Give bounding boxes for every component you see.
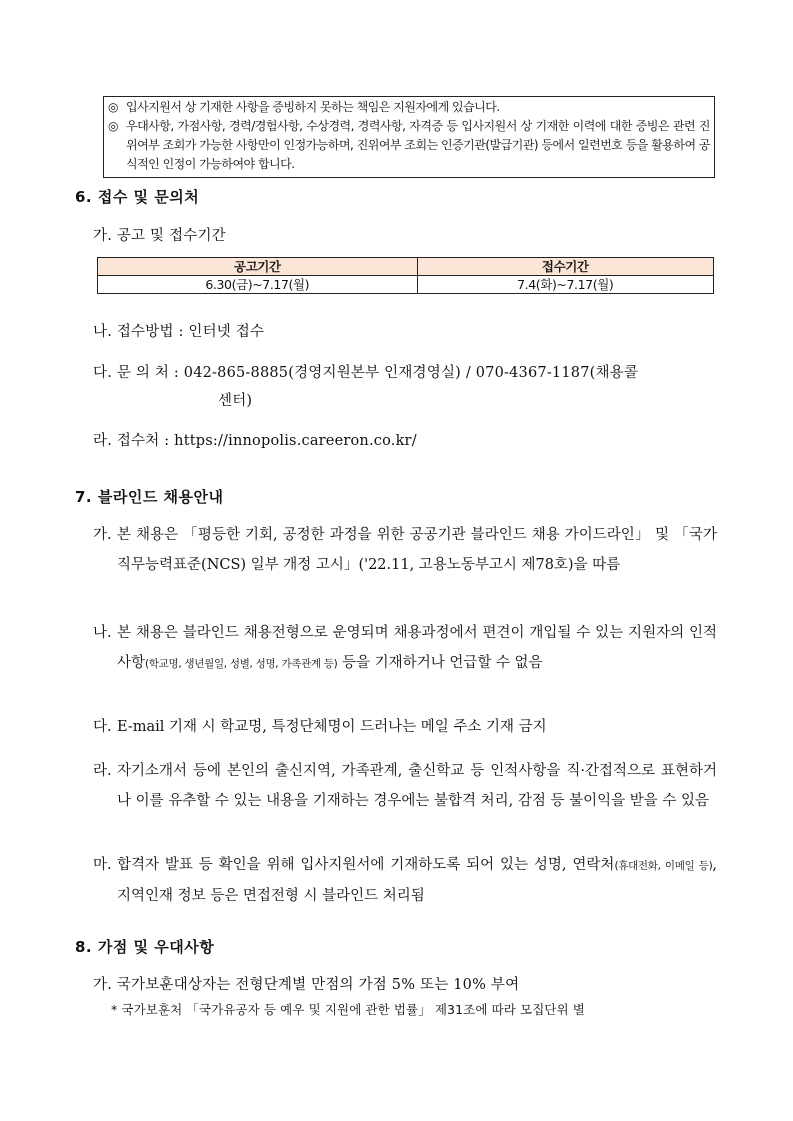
blind-item-a [93,520,717,580]
section-8-a-line: 가. 국가보훈대상자는 전형단계별 만점의 가점 5% 또는 10% 부여 [93,977,520,993]
section-6-a-label: 가. 공고 및 접수기간 [93,228,226,244]
section-6-c-line [93,359,717,387]
notice-box [103,96,715,178]
item-text-main: 본 채용은 블라인드 채용전형으로 운영되며 채용과정에서 편견이 개입될 수 있는 지원자의 인적사항 [117,625,717,671]
item-marker: 다. [93,719,112,735]
contact-continuation: 센터) [218,393,253,409]
item-marker: 마. [93,857,112,873]
item-text-tail: 등을 기재하거나 언급할 수 없음 [337,655,543,671]
notice-text: 우대사항, 가점사항, 경력/경험사항, 수상경력, 경력사항, 자격증 등 입사지원서 상 기재한 이력에 대한 증빙은 관련 진위여부 조회가 가능한 사항만이 인정가능하며, 진위여부 조회는 인증기관(발급기관) 등에서 일련번호 등을 활용하여 공식적인 인정이 가능하여야 합니다. [126,119,710,171]
notice-mark: ◎ [108,100,118,114]
period-table [97,257,714,294]
blind-item-e [93,850,717,911]
notice-mark: ◎ [108,119,118,133]
contact-prefix: 다. 문 의 처 : [93,365,179,381]
item-text [117,618,717,679]
item-marker: 가. [93,527,112,543]
blind-item-d [93,756,717,816]
section-6-d-line: 라. 접수처 : https://innopolis.careeron.co.kr/ [93,433,417,449]
item-text-tail: , 지역인재 정보 등은 면접전형 시 블라인드 처리됨 [117,857,717,904]
item-marker: 라. [93,763,112,779]
item-text-small: (학교명, 생년월일, 성별, 성명, 가족관계 등) [145,658,338,670]
notice-text: 입사지원서 상 기재한 사항을 증빙하지 못하는 책임은 지원자에게 있습니다. [126,100,500,114]
item-text: 자기소개서 등에 본인의 출신지역, 가족관계, 출신학교 등 인적사항을 직·간접적으로 표현하거나 이를 유추할 수 있는 내용을 기재하는 경우에는 불합격 처리, 감점 등 불이익을 받을 수 있음 [117,763,717,809]
blind-item-c [93,712,717,742]
table-header-announcement: 공고기간 [98,258,418,276]
item-marker: 나. [93,625,112,641]
notice-item [108,117,710,174]
contact-phones: 042-865-8885(경영지원본부 인재경영실) / 070-4367-1187(채용콜 [183,365,639,381]
table-header-application: 접수기간 [417,258,714,276]
item-text: E-mail 기재 시 학교명, 특정단체명이 드러나는 메일 주소 기재 금지 [117,719,547,735]
section-8-title: 8. 가점 및 우대사항 [75,938,215,956]
item-text-main: 합격자 발표 등 확인을 위해 입사지원서에 기재하도록 되어 있는 성명, 연락처 [117,857,615,873]
announcement-period: 6.30(금)~7.17(월) [98,276,418,294]
blind-item-b [93,618,717,679]
section-7-title: 7. 블라인드 채용안내 [75,488,224,506]
footnote: * 국가보훈처 「국가유공자 등 예우 및 지원에 관한 법률」 제31조에 따라 모집단위 별 [111,1002,585,1017]
item-text [117,850,717,911]
item-text-small: (휴대전화, 이메일 등) [614,860,713,872]
application-period: 7.4(화)~7.17(월) [417,276,714,294]
table-row [98,276,714,294]
item-text: 본 채용은 「평등한 기회, 공정한 과정을 위한 공공기관 블라인드 채용 가이드라인」 및 「국가직무능력표준(NCS) 일부 개정 고시」('22.11, 고용노동부고시 제78호)을 따름 [117,527,717,573]
section-6-b-line: 나. 접수방법 : 인터넷 접수 [93,324,265,340]
section-6-title: 6. 접수 및 문의처 [75,188,200,206]
notice-item [108,98,710,117]
